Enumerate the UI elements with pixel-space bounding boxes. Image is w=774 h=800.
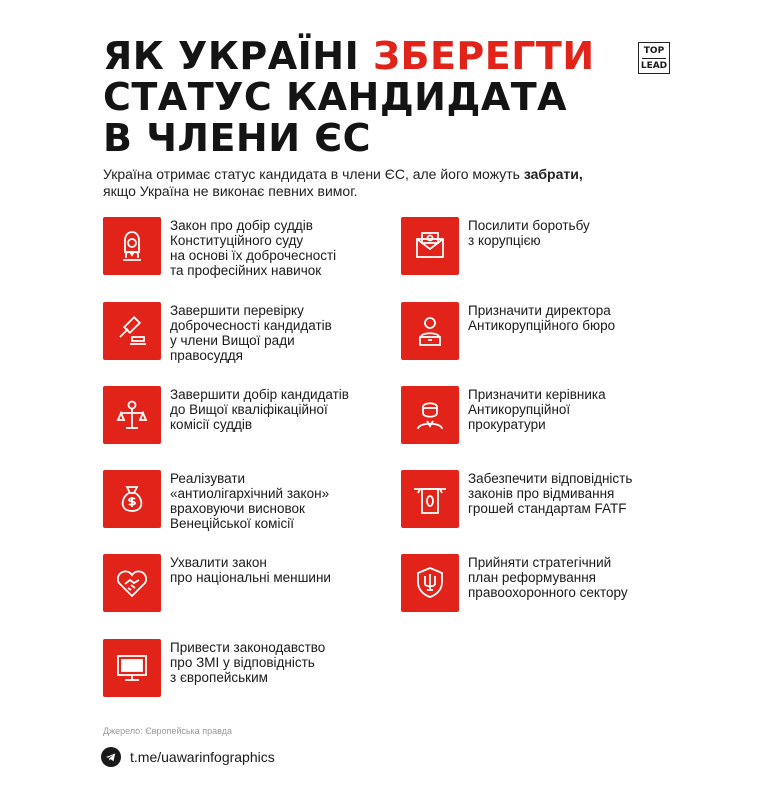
laundry-money-icon (401, 470, 459, 528)
requirement-text: Завершити перевірку доброчесності кандидатів у члени Вищої ради правосуддя (170, 303, 332, 363)
page-title (103, 36, 595, 159)
title-highlight: ЗБЕРЕГТИ (372, 34, 595, 78)
intro-paragraph (103, 166, 663, 200)
toplead-logo (638, 42, 670, 74)
requirement-item (103, 217, 380, 278)
logo-top-text: TOP (643, 46, 665, 56)
requirement-item (401, 217, 678, 275)
requirement-item (103, 302, 380, 363)
source-note: Джерело: Європейська правда (103, 726, 233, 736)
logo-divider (642, 58, 666, 59)
requirement-item (103, 639, 380, 697)
requirement-item (401, 554, 678, 612)
prosecutor-icon (401, 386, 459, 444)
requirement-item (103, 554, 380, 612)
scales-person-icon (103, 386, 161, 444)
monitor-icon (103, 639, 161, 697)
requirement-text: Реалізувати «антиолігархічний закон» враховуючи висновок Венеційської комісії (170, 471, 330, 531)
gavel-icon (103, 302, 161, 360)
intro-text2: якщо Україна не виконає певних вимог. (103, 183, 358, 199)
requirement-text: Завершити добір кандидатів до Вищої кваліфікаційної комісії суддів (170, 387, 349, 432)
judge-icon (103, 217, 161, 275)
telegram-icon (101, 747, 121, 767)
requirement-text: Ухвалити закон про національні меншини (170, 555, 331, 585)
requirement-text: Привести законодавство про ЗМІ у відповідність з європейським (170, 640, 326, 685)
telegram-url[interactable]: t.me/uawarinfographics (130, 749, 275, 765)
requirement-item (401, 470, 678, 528)
requirement-item (401, 386, 678, 444)
money-bag-icon (103, 470, 161, 528)
telegram-link[interactable] (101, 747, 275, 767)
intro-text1: Україна отримає статус кандидата в члени ЄС, але його можуть (103, 166, 524, 182)
title-part1: ЯК УКРАЇНІ (103, 34, 373, 78)
handshake-heart-icon (103, 554, 161, 612)
requirement-item (103, 470, 380, 531)
requirement-text: Призначити керівника Антикорупційної прокуратури (468, 387, 606, 432)
title-line2: СТАТУС КАНДИДАТА (103, 75, 568, 119)
title-line3: В ЧЛЕНИ ЄС (103, 116, 372, 160)
requirement-item (103, 386, 380, 444)
requirement-item (401, 302, 678, 360)
intro-bold: забрати, (523, 166, 583, 182)
requirement-text: Прийняти стратегічний план реформування правоохоронного сектору (468, 555, 628, 600)
logo-bottom-text: LEAD (640, 61, 668, 71)
director-podium-icon (401, 302, 459, 360)
requirement-text: Призначити директора Антикорупційного бюро (468, 303, 616, 333)
requirement-text: Посилити боротьбу з корупцією (468, 218, 590, 248)
trident-shield-icon (401, 554, 459, 612)
requirement-text: Забезпечити відповідність законів про відмивання грошей стандартам FATF (468, 471, 633, 516)
requirement-text: Закон про добір суддів Конституційного суду на основі їх доброчесності та професійних навичок (170, 218, 337, 278)
envelope-money-icon (401, 217, 459, 275)
